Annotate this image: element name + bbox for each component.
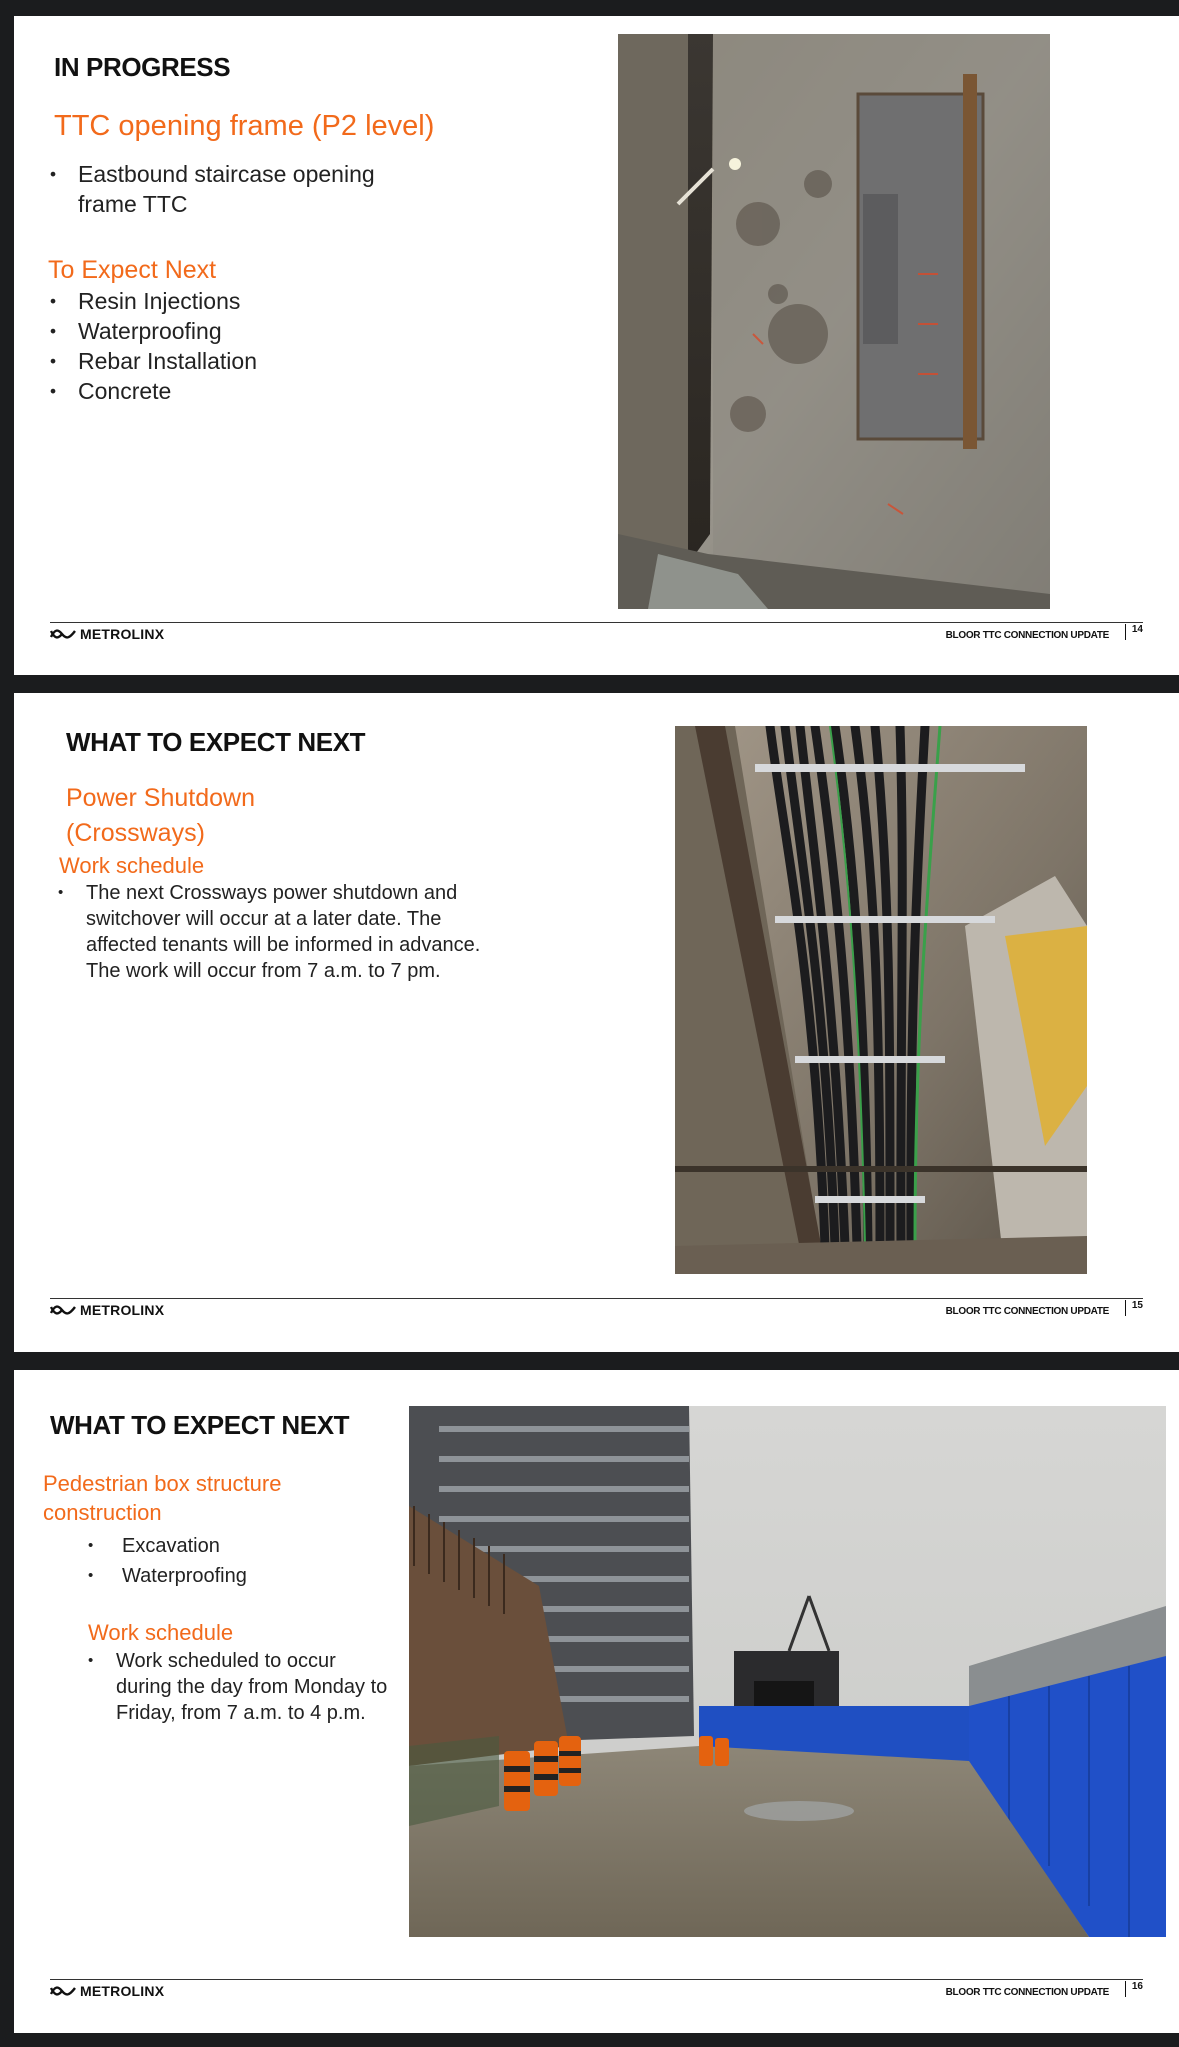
- metrolinx-logo-icon: [50, 1304, 76, 1316]
- slide-15: [14, 693, 1179, 1352]
- slide-subheading: TTC opening frame (P2 level): [54, 110, 435, 142]
- subheading-line-1: Pedestrian box structure: [43, 1471, 282, 1496]
- metrolinx-logo: [50, 626, 164, 642]
- metrolinx-logo-icon: [50, 628, 76, 640]
- schedule-heading: Work schedule: [59, 853, 205, 878]
- list-item: • The next Crossways power shutdown and switchover will occur at a later date. The affected tenants will be informed in advance. The work will occur from 7 a.m. to 7 pm.: [58, 880, 488, 984]
- slide-subheading: [43, 1469, 281, 1527]
- list-item: • Waterproofing: [50, 316, 410, 346]
- logo-text: METROLINX: [80, 626, 165, 642]
- list-item: • Resin Injections: [50, 286, 410, 316]
- page-number: 16: [1125, 1981, 1143, 1997]
- slide-heading: WHAT TO EXPECT NEXT: [50, 1410, 350, 1440]
- schedule-heading: Work schedule: [88, 1620, 234, 1645]
- footer-divider: [50, 622, 1143, 623]
- metrolinx-logo: [50, 1983, 164, 1999]
- slide-heading: WHAT TO EXPECT NEXT: [66, 727, 366, 757]
- subheading-line-1: Power Shutdown: [66, 784, 256, 812]
- subheading-line-2: (Crossways): [66, 819, 205, 847]
- metrolinx-logo-icon: [50, 1985, 76, 1997]
- footer-label: BLOOR TTC CONNECTION UPDATE: [945, 1306, 1109, 1317]
- slide-14: [14, 16, 1179, 675]
- metrolinx-logo: [50, 1302, 164, 1318]
- next-list: [50, 286, 410, 406]
- slide-16: [14, 1370, 1179, 2033]
- list-item: • Waterproofing: [88, 1561, 328, 1591]
- logo-text: METROLINX: [80, 1983, 165, 1999]
- logo-text: METROLINX: [80, 1302, 165, 1318]
- list-item: • Work scheduled to occur during the day from Monday to Friday, from 7 a.m. to 4 p.m.: [88, 1648, 388, 1726]
- page-number: 14: [1125, 624, 1143, 640]
- list-item: • Rebar Installation: [50, 346, 410, 376]
- subheading-line-2: construction: [43, 1500, 162, 1525]
- footer-divider: [50, 1979, 1143, 1980]
- schedule-list: [88, 1648, 388, 1726]
- footer-label: BLOOR TTC CONNECTION UPDATE: [945, 1987, 1109, 1998]
- bullet-list: [88, 1531, 328, 1591]
- bullet-list: [50, 159, 420, 219]
- site-photo-wall: [618, 34, 1050, 609]
- list-item: • Eastbound staircase opening frame TTC: [50, 159, 420, 219]
- next-heading: To Expect Next: [48, 256, 217, 284]
- footer-label: BLOOR TTC CONNECTION UPDATE: [945, 630, 1109, 641]
- excavation-photo-image: [409, 1406, 1166, 1937]
- footer-divider: [50, 1298, 1143, 1299]
- site-photo-cables: [675, 726, 1087, 1274]
- list-item: • Concrete: [50, 376, 410, 406]
- site-photo-excavation: [409, 1406, 1166, 1937]
- wall-photo-image: [618, 34, 1050, 609]
- list-item: • Excavation: [88, 1531, 328, 1561]
- schedule-list: [58, 880, 488, 984]
- page-number: 15: [1125, 1300, 1143, 1316]
- slide-heading: IN PROGRESS: [54, 52, 231, 82]
- slide-subheading: [66, 781, 255, 851]
- cables-photo-image: [675, 726, 1087, 1274]
